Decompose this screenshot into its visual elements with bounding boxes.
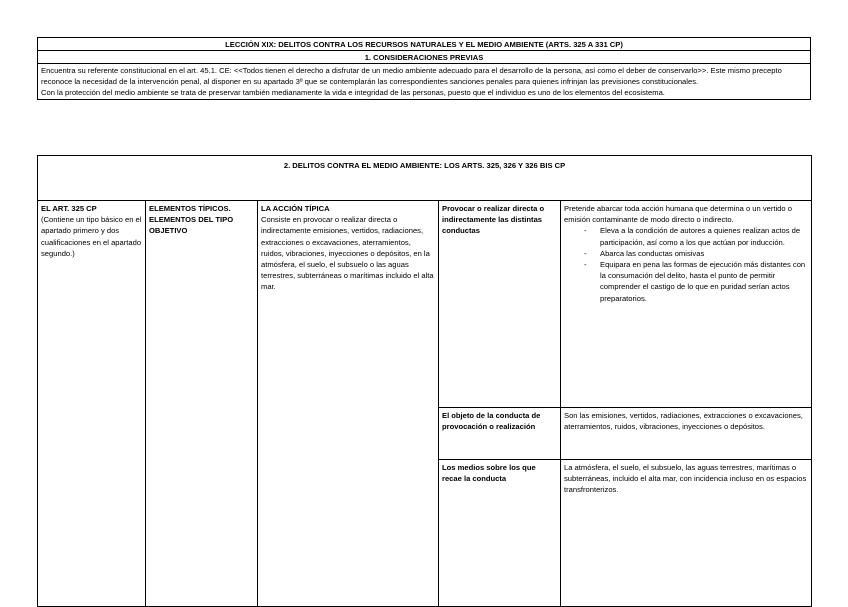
art325-heading: EL ART. 325 CP: [41, 204, 97, 213]
row-label-means: Los medios sobre los que recae la conducta: [439, 460, 561, 607]
section2-title: 2. DELITOS CONTRA EL MEDIO AMBIENTE: LOS ARTS. 325, 326 Y 326 BIS CP: [38, 156, 812, 201]
list-item: - Equipara en pena las formas de ejecución más distantes con la consumación del delito, hasta el punto de permitir comprender el castigo de lo que en puridad serían actos preparatorios.: [584, 260, 806, 303]
list-item: - Abarca las conductas omisivas: [584, 248, 705, 258]
row-label-object: El objeto de la conducta de provocación o realización: [439, 408, 561, 460]
section1-title: 1. CONSIDERACIONES PREVIAS: [38, 51, 811, 64]
elements-cell: [146, 201, 258, 607]
art325-description: (Contiene un tipo básico en el apartado primero y dos cualificaciones en el apartado segundo.): [41, 215, 142, 258]
dash-bullet: -: [584, 248, 587, 258]
list-item: - Eleva a la condición de autores a quienes realizan actos de participación, así como a los que actúan por inducción.: [584, 226, 801, 247]
row-content-object: Son las emisiones, vertidos, radiaciones, extracciones o excavaciones, aterramientos, ruidos, vibraciones, inyecciones o depósitos.: [561, 408, 812, 460]
art325-cell: [38, 201, 146, 607]
dash-bullet: -: [584, 226, 587, 236]
action-cell: [258, 201, 439, 607]
dash-bullet: -: [584, 260, 587, 270]
row-content-conduct: [561, 201, 812, 408]
section1-table: [37, 37, 811, 100]
action-heading: LA ACCIÓN TÍPICA: [261, 204, 330, 213]
section2-table: [37, 155, 812, 607]
section1-body: [38, 64, 811, 100]
row-content-means: La atmósfera, el suelo, el subsuelo, las aguas terrestres, marítimas o subterráneas, incluido el alta mar, con incidencia incluso en os espacios transfronterizos.: [561, 460, 812, 607]
action-description: Consiste en provocar o realizar directa o indirectamente emisiones, vertidos, radiaciones, extracciones o excavaciones, aterramientos, ruidos, vibraciones, inyecciones o depósitos, en la atmósfera, el suelo, el subsuelo o las aguas terrestres, subterráneas o marítimas incluido el alta mar.: [261, 215, 434, 292]
conduct-intro: Pretende abarcar toda acción humana que determina o un vertido o emisión contaminante de modo directo o indirecto.: [564, 204, 792, 225]
section1-paragraph-1: Encuentra su referente constitucional en el art. 45.1. CE: <<Todos tienen el derecho a disfrutar de un medio ambiente adecuado para el desarrollo de la persona, así como el deber de conservarlo>>. Este mismo precepto reconoce la necesidad de la intervención penal, al disponer en su apartado 3º que se contemplarán las correspondientes sanciones penales para quienes infrinjan las previsiones constitucionales.: [41, 66, 782, 86]
row-label-conduct: Provocar o realizar directa o indirectamente las distintas conductas: [439, 201, 561, 408]
elements-heading: ELEMENTOS TÍPICOS. ELEMENTOS DEL TIPO OBJETIVO: [149, 204, 234, 236]
lesson-title: LECCIÓN XIX: DELITOS CONTRA LOS RECURSOS NATURALES Y EL MEDIO AMBIENTE (ARTS. 325 A 331 CP): [38, 38, 811, 51]
section1-paragraph-2: Con la protección del medio ambiente se trata de preservar también medianamente la vida e integridad de las personas, puesto que el individuo es uno de los elementos del ecosistema.: [41, 88, 665, 97]
conduct-bullet-list: [564, 225, 808, 303]
